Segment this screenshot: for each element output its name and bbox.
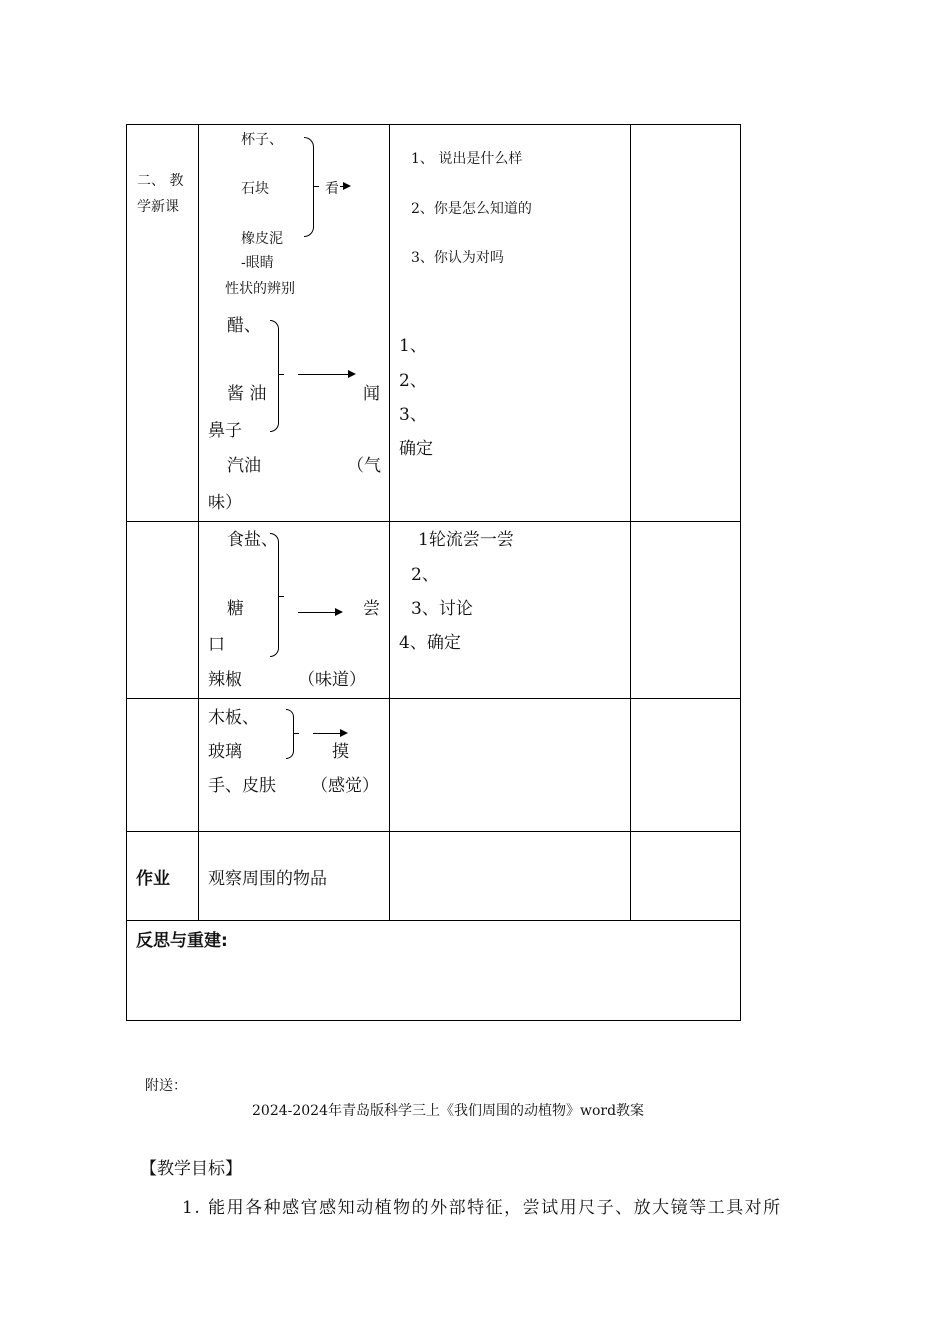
appendix-title: 2024-2024年青岛版科学三上《我们周围的动植物》word教案 [252,1103,645,1119]
table-border-right [740,124,741,1021]
table-border-top [126,124,741,125]
arrow-right-icon [340,186,348,187]
right-brace-icon [270,320,279,432]
taste-step: 3、讨论 [411,599,473,619]
homework-label: 作业 [136,869,170,889]
smell-organ: 鼻子 [208,421,242,441]
table-border-bottom [126,1020,741,1021]
look-step: 3、你认为对吗 [411,250,504,266]
look-item: 杯子、 [241,132,283,148]
touch-note: （感觉） [311,776,379,796]
look-verb: 看 [325,181,339,197]
smell-step: 确定 [399,439,433,459]
reflection-label: 反思与重建: [136,931,228,951]
homework-content: 观察周围的物品 [208,869,327,889]
taste-item: 食盐、 [227,530,278,550]
smell-verb: 闻 [363,384,380,404]
arrow-right-icon [298,374,353,375]
right-brace-icon [270,533,279,657]
section-label-line2: 学新课 [137,199,179,215]
brace-tip [278,374,284,375]
taste-organ: 口 [208,635,225,655]
section-heading: 【教学目标】 [140,1159,242,1179]
smell-note-open: （气 [347,456,381,476]
section-label-line1: 二、 教 [137,173,184,189]
smell-item: 汽油 [227,456,261,476]
taste-verb: 尝 [363,599,380,619]
look-step: 2、你是怎么知道的 [411,201,532,217]
smell-step: 2、 [399,371,427,391]
smell-step: 3、 [399,405,427,425]
column-divider [198,124,199,921]
smell-item: 醋、 [227,316,261,336]
brace-tip [278,596,284,597]
taste-step: 2、 [411,565,439,585]
smell-note-close: 味） [208,493,242,513]
appendix-label: 附送： [145,1078,187,1094]
taste-note: （味道） [298,670,366,690]
objective-item: 1. 能用各种感官感知动植物的外部特征，尝试用尺子、放大镜等工具对所 [182,1198,782,1218]
smell-item: 酱 油 [227,384,267,404]
row-divider [126,698,741,699]
touch-verb: 摸 [332,742,349,762]
taste-item: 辣椒 [208,670,242,690]
look-item: 橡皮泥 [241,231,283,247]
column-divider [389,124,390,921]
row-divider [126,831,741,832]
smell-step: 1、 [399,336,427,356]
row-divider [126,920,741,921]
look-organ: -眼睛 [241,255,274,271]
touch-organ: 手、皮肤 [208,776,276,796]
look-item: 石块 [241,181,269,197]
taste-item: 糖 [227,599,244,619]
table-border-left [126,124,127,1021]
look-topic: 性状的辨别 [225,281,295,297]
taste-step: 4、确定 [399,633,461,653]
touch-item: 玻璃 [208,742,242,762]
row-divider [126,521,741,522]
brace-tip [293,733,299,734]
arrow-right-icon [298,612,340,613]
arrow-right-icon [313,733,345,734]
column-divider [630,124,631,921]
look-step: 1、 说出是什么样 [411,151,523,167]
taste-step: 1轮流尝一尝 [418,530,514,550]
brace-tip [313,186,319,187]
touch-item: 木板、 [208,708,259,728]
